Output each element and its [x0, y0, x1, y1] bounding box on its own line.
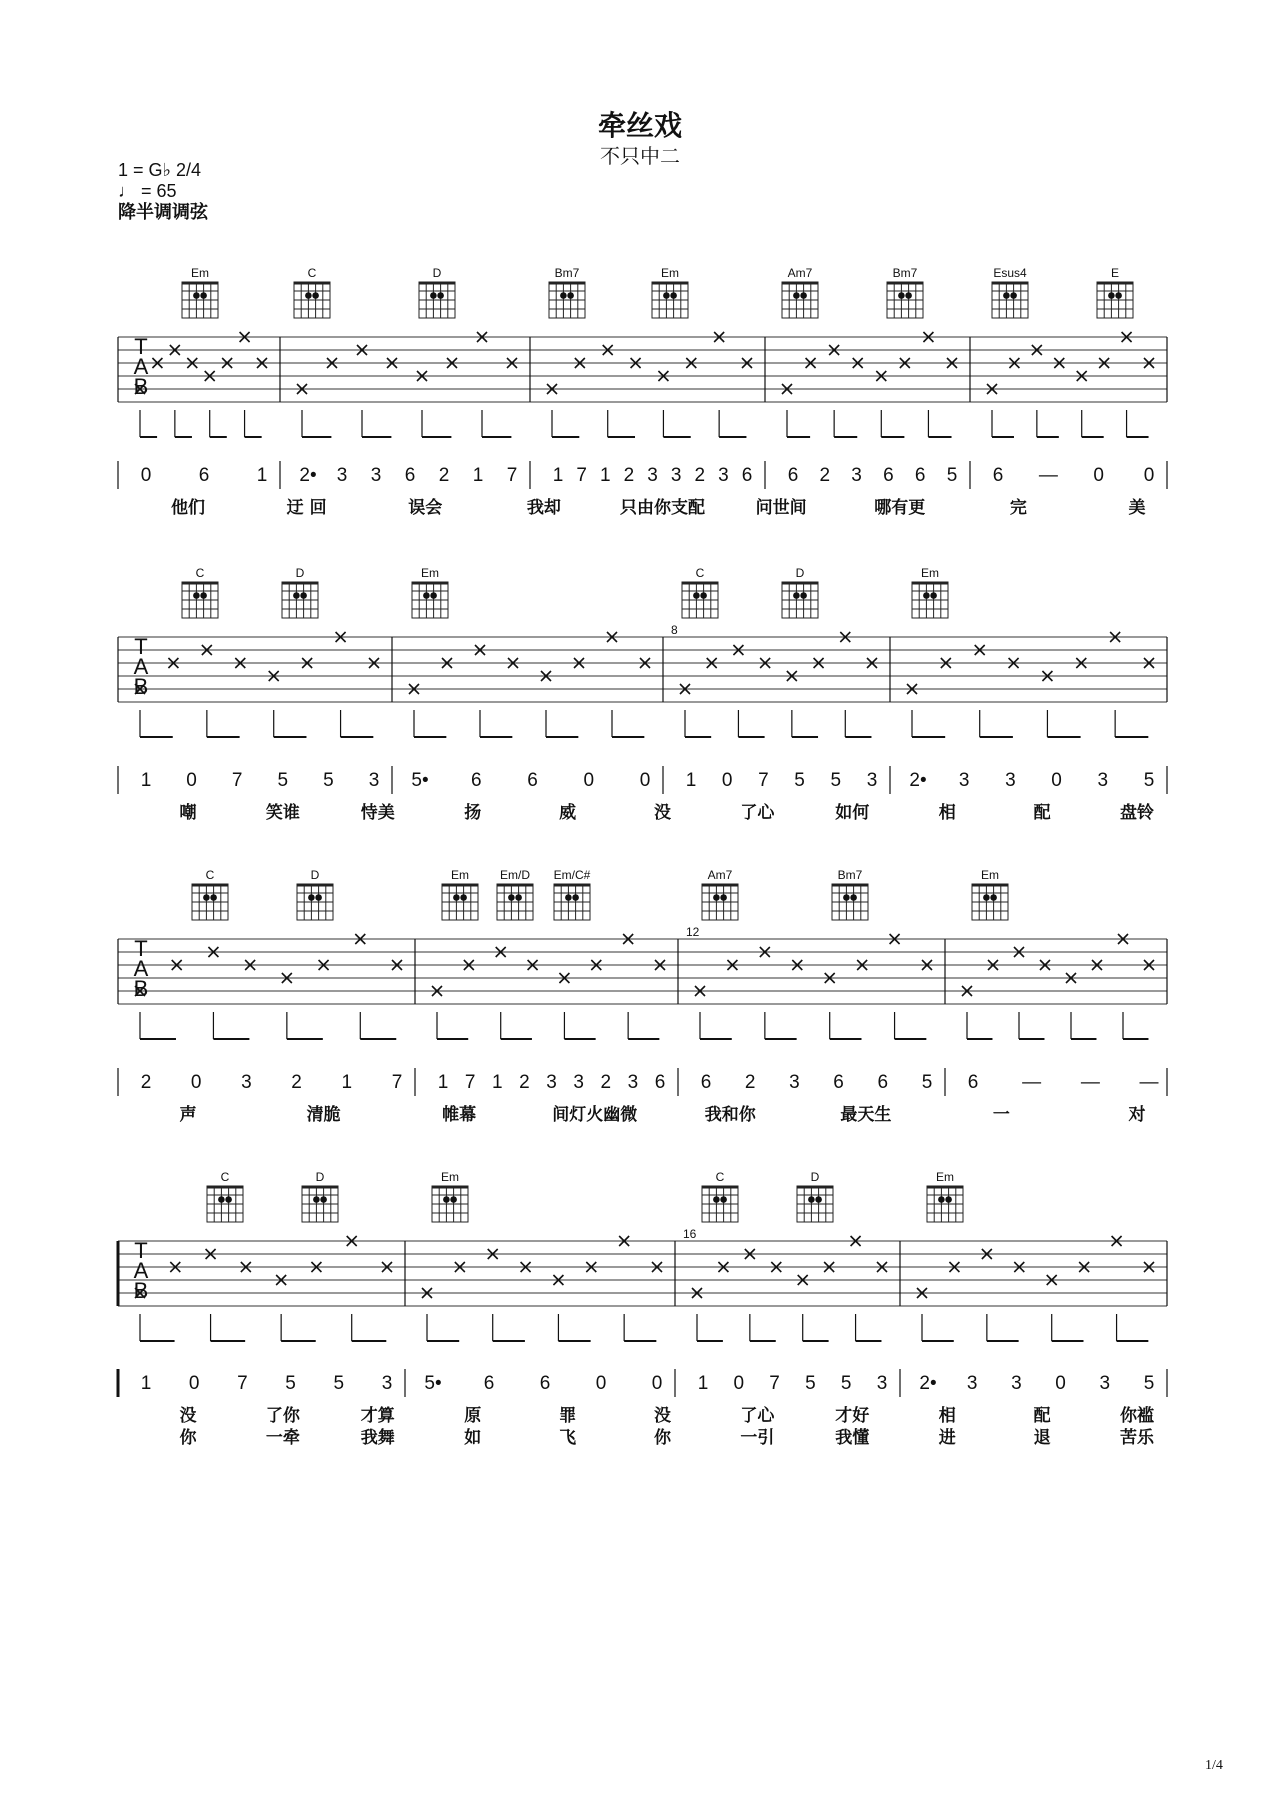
- jianpu-note: 5: [805, 1373, 816, 1394]
- jianpu-note: —: [1080, 1072, 1100, 1093]
- chord-finger-dot: [437, 292, 444, 299]
- jianpu-note: 6: [198, 465, 210, 486]
- jianpu-note: 5: [840, 1373, 852, 1394]
- chord-finger-dot: [200, 292, 207, 299]
- tab-clef-letter: A: [133, 956, 149, 981]
- chord-finger-dot: [193, 592, 200, 599]
- jianpu-note: 3: [370, 465, 382, 486]
- lyric-line-1: 帷幕: [442, 1105, 477, 1125]
- chord-finger-dot: [983, 894, 990, 901]
- tab-clef-letter: T: [134, 634, 148, 659]
- chord-finger-dot: [713, 894, 720, 901]
- chord-name: D: [315, 1170, 325, 1184]
- chord-finger-dot: [572, 894, 579, 901]
- jianpu-note: 2: [744, 1072, 756, 1093]
- jianpu-note: 0: [595, 1373, 607, 1394]
- jianpu-note: 5: [333, 1373, 345, 1394]
- lyric-line-1: 我却: [526, 498, 561, 518]
- jianpu-note: 1: [685, 770, 697, 791]
- song-title: 牵丝戏: [597, 109, 682, 142]
- chord-finger-dot: [1115, 292, 1122, 299]
- jianpu-note: 3: [627, 1072, 639, 1093]
- tab-clef-letter: T: [134, 936, 148, 961]
- jianpu-note: 5: [323, 770, 334, 791]
- tempo-marking: ♩ = 65: [118, 181, 177, 201]
- chord-name: C: [220, 1170, 230, 1184]
- tab-clef-letter: T: [134, 1238, 148, 1263]
- jianpu-note: —: [1022, 1072, 1042, 1093]
- lyric-line-1: 如何: [835, 803, 870, 823]
- chord-finger-dot: [938, 1196, 945, 1203]
- measure-number: 12: [686, 925, 700, 939]
- jianpu-note: 0: [1055, 1373, 1066, 1394]
- jianpu-note: 0: [639, 770, 651, 791]
- chord-name: D: [295, 566, 305, 580]
- lyric-line-1: 他们: [171, 498, 205, 518]
- jianpu-note: 7: [769, 1373, 780, 1394]
- chord-finger-dot: [693, 592, 700, 599]
- jianpu-note: 1: [491, 1072, 503, 1093]
- jianpu-note: 5: [946, 465, 958, 486]
- chord-name: Bm7: [892, 266, 918, 280]
- jianpu-note: 1: [140, 1373, 152, 1394]
- chord-finger-dot: [293, 592, 300, 599]
- lyric-line-2: 如: [464, 1428, 482, 1448]
- jianpu-note: 2•: [299, 465, 317, 486]
- chord-name: Em: [981, 868, 999, 882]
- jianpu-note: 6: [741, 465, 753, 486]
- jianpu-note: 3: [241, 1072, 252, 1093]
- lyric-line-1: 才好: [835, 1406, 870, 1426]
- lyric-line-1: 威: [559, 803, 577, 823]
- lyric-line-2: 一引: [740, 1428, 775, 1448]
- jianpu-note: 2: [819, 465, 831, 486]
- jianpu-note: 2: [623, 465, 635, 486]
- jianpu-note: 6: [833, 1072, 844, 1093]
- lyric-line-1: 相: [938, 803, 956, 823]
- jianpu-note: 3: [966, 1373, 978, 1394]
- jianpu-note: 1: [472, 465, 484, 486]
- chord-finger-dot: [430, 592, 437, 599]
- lyric-line-1: 你褴: [1120, 1406, 1154, 1426]
- chord-name: Em: [936, 1170, 954, 1184]
- jianpu-note: 3: [573, 1072, 584, 1093]
- jianpu-note: 6: [883, 465, 894, 486]
- jianpu-note: 6: [914, 465, 926, 486]
- chord-finger-dot: [565, 894, 572, 901]
- lyric-line-1: 哪有更: [874, 498, 926, 518]
- jianpu-note: 3: [336, 465, 348, 486]
- chord-finger-dot: [508, 894, 515, 901]
- jianpu-note: 3: [1011, 1373, 1022, 1394]
- chord-finger-dot: [923, 592, 930, 599]
- song-artist: 不只中二: [600, 144, 680, 168]
- chord-finger-dot: [898, 292, 905, 299]
- chord-name: D: [432, 266, 442, 280]
- jianpu-note: 2: [140, 1072, 152, 1093]
- chord-name: D: [795, 566, 805, 580]
- chord-name: Am7: [707, 868, 733, 882]
- chord-finger-dot: [200, 592, 207, 599]
- lyric-line-1: 嘲: [179, 803, 197, 823]
- page-number: 1/4: [1205, 1758, 1223, 1773]
- jianpu-note: 3: [1005, 770, 1016, 791]
- jianpu-note: 5: [285, 1373, 296, 1394]
- chord-finger-dot: [800, 592, 807, 599]
- chord-name: Em: [191, 266, 209, 280]
- jianpu-note: 7: [758, 770, 769, 791]
- chord-finger-dot: [815, 1196, 822, 1203]
- lyric-line-1: 盘铃: [1120, 803, 1154, 823]
- lyric-line-1: 问世间: [755, 498, 807, 518]
- jianpu-note: 5: [830, 770, 842, 791]
- lyric-line-1: 只由你支配: [620, 498, 705, 518]
- lyric-line-1: 间灯火幽微: [552, 1105, 638, 1125]
- tab-clef-letter: B: [133, 674, 149, 699]
- chord-finger-dot: [218, 1196, 225, 1203]
- chord-finger-dot: [210, 894, 217, 901]
- jianpu-note: 6: [992, 465, 1004, 486]
- chord-finger-dot: [567, 292, 574, 299]
- chord-finger-dot: [300, 592, 307, 599]
- tuning-note: 降半调调弦: [118, 202, 208, 223]
- chord-name: Bm7: [837, 868, 863, 882]
- lyric-line-1: 没: [654, 803, 671, 823]
- chord-finger-dot: [905, 292, 912, 299]
- lyric-line-1: 相: [938, 1406, 956, 1426]
- jianpu-note: —: [1038, 465, 1058, 486]
- jianpu-note: 1: [552, 465, 564, 486]
- key-signature: 1 = G♭ 2/4: [118, 160, 202, 180]
- jianpu-note: 0: [1051, 770, 1062, 791]
- lyric-line-1: 了心: [740, 803, 775, 823]
- chord-name: E: [1110, 266, 1120, 280]
- chord-finger-dot: [663, 292, 670, 299]
- lyric-line-2: 一牵: [265, 1428, 300, 1448]
- chord-finger-dot: [430, 292, 437, 299]
- lyric-line-2: 我舞: [360, 1428, 395, 1448]
- chord-finger-dot: [320, 1196, 327, 1203]
- lyric-line-1: 了心: [740, 1406, 775, 1426]
- lyric-line-1: 没: [654, 1406, 671, 1426]
- jianpu-note: 6: [483, 1373, 495, 1394]
- chord-name: D: [810, 1170, 820, 1184]
- lyric-line-1: 最天生: [840, 1105, 892, 1125]
- chord-name: C: [715, 1170, 725, 1184]
- jianpu-note: 3: [876, 1373, 888, 1394]
- tab-clef-letter: B: [133, 976, 149, 1001]
- chord-finger-dot: [793, 592, 800, 599]
- jianpu-note: 5: [1143, 770, 1155, 791]
- jianpu-note: 0: [188, 1373, 200, 1394]
- lyric-line-1: 笑谁: [265, 803, 300, 823]
- chord-finger-dot: [945, 1196, 952, 1203]
- chord-finger-dot: [700, 592, 707, 599]
- lyric-line-1: 才算: [360, 1406, 395, 1426]
- chord-finger-dot: [720, 1196, 727, 1203]
- chord-name: C: [195, 566, 205, 580]
- chord-name: C: [205, 868, 215, 882]
- jianpu-note: 7: [231, 770, 243, 791]
- jianpu-note: 6: [654, 1072, 666, 1093]
- lyric-line-1: 了你: [265, 1406, 300, 1426]
- jianpu-note: 2: [694, 465, 706, 486]
- chord-name: Em: [661, 266, 679, 280]
- jianpu-note: 3: [718, 465, 729, 486]
- chord-name: Am7: [787, 266, 813, 280]
- chord-finger-dot: [203, 894, 210, 901]
- jianpu-note: 2: [291, 1072, 302, 1093]
- jianpu-note: 5: [277, 770, 289, 791]
- lyric-line-2: 你: [179, 1428, 197, 1448]
- chord-name: Em/D: [500, 868, 530, 882]
- lyric-line-1: 罪: [559, 1406, 577, 1426]
- chord-finger-dot: [423, 592, 430, 599]
- chord-finger-dot: [1003, 292, 1010, 299]
- jianpu-note: 0: [186, 770, 197, 791]
- lyric-line-1: 完: [1009, 498, 1027, 518]
- chord-finger-dot: [1010, 292, 1017, 299]
- jianpu-note: 7: [576, 465, 587, 486]
- lyric-line-1: 对: [1128, 1105, 1146, 1125]
- jianpu-note: 3: [368, 770, 380, 791]
- jianpu-note: 3: [381, 1373, 393, 1394]
- chord-finger-dot: [670, 292, 677, 299]
- lyric-line-1: 配: [1033, 803, 1051, 823]
- jianpu-note: 0: [1093, 465, 1104, 486]
- jianpu-note: 0: [190, 1072, 202, 1093]
- chord-name: Bm7: [554, 266, 580, 280]
- jianpu-note: 5: [1143, 1373, 1155, 1394]
- jianpu-note: 6: [527, 770, 538, 791]
- chord-finger-dot: [843, 894, 850, 901]
- lyric-line-2: 苦乐: [1120, 1428, 1154, 1448]
- chord-finger-dot: [930, 592, 937, 599]
- jianpu-note: 5•: [424, 1373, 442, 1394]
- lyric-line-1: 美: [1128, 498, 1146, 518]
- chord-name: C: [307, 266, 317, 280]
- chord-finger-dot: [453, 894, 460, 901]
- chord-name: C: [695, 566, 705, 580]
- jianpu-note: 2•: [919, 1373, 937, 1394]
- lyric-line-2: 你: [654, 1428, 671, 1448]
- jianpu-note: 3: [1097, 770, 1109, 791]
- jianpu-note: 7: [506, 465, 518, 486]
- chord-finger-dot: [720, 894, 727, 901]
- lyric-line-1: 声: [179, 1105, 197, 1125]
- chord-name: Em: [441, 1170, 459, 1184]
- lyric-line-2: 进: [938, 1428, 956, 1448]
- tab-clef-letter: A: [133, 1258, 149, 1283]
- tab-clef-letter: T: [134, 334, 148, 359]
- lyric-line-1: 原: [464, 1406, 482, 1426]
- chord-finger-dot: [315, 894, 322, 901]
- chord-finger-dot: [793, 292, 800, 299]
- chord-finger-dot: [313, 1196, 320, 1203]
- tab-clef-letter: A: [133, 354, 149, 379]
- jianpu-note: 0: [1143, 465, 1155, 486]
- jianpu-note: 6: [877, 1072, 889, 1093]
- measure-number: 16: [683, 1227, 697, 1241]
- jianpu-note: 0: [651, 1373, 663, 1394]
- chord-name: D: [310, 868, 320, 882]
- chord-finger-dot: [305, 292, 312, 299]
- jianpu-note: 1: [437, 1072, 449, 1093]
- jianpu-note: 6: [787, 465, 799, 486]
- jianpu-note: 3: [866, 770, 878, 791]
- jianpu-note: 6: [539, 1373, 551, 1394]
- chord-name: Em: [421, 566, 439, 580]
- lyric-line-1: 没: [179, 1406, 197, 1426]
- lyric-line-1: 恃美: [360, 803, 395, 823]
- lyric-line-1: 误会: [408, 498, 443, 518]
- lyric-line-1: 我和你: [704, 1105, 756, 1125]
- lyric-line-2: 退: [1033, 1428, 1051, 1448]
- lyric-line-1: 迂 回: [286, 498, 327, 518]
- chord-name: Em/C#: [553, 868, 591, 882]
- jianpu-note: 3: [789, 1072, 800, 1093]
- jianpu-note: 0: [583, 770, 595, 791]
- jianpu-note: 7: [237, 1373, 248, 1394]
- jianpu-note: 3: [546, 1072, 557, 1093]
- jianpu-note: 2: [438, 465, 450, 486]
- jianpu-note: 6: [700, 1072, 712, 1093]
- chord-finger-dot: [560, 292, 567, 299]
- chord-finger-dot: [443, 1196, 450, 1203]
- jianpu-note: 2: [519, 1072, 530, 1093]
- chord-finger-dot: [800, 292, 807, 299]
- chord-finger-dot: [308, 894, 315, 901]
- lyric-line-1: 一: [992, 1105, 1010, 1125]
- jianpu-note: 6: [967, 1072, 979, 1093]
- measure-number: 8: [671, 623, 678, 637]
- chord-name: Esus4: [993, 266, 1027, 280]
- tab-clef-letter: B: [133, 374, 149, 399]
- jianpu-note: 3: [958, 770, 970, 791]
- tab-clef-letter: B: [133, 1278, 149, 1303]
- jianpu-note: 3: [1099, 1373, 1111, 1394]
- chord-finger-dot: [460, 894, 467, 901]
- jianpu-note: 1: [140, 770, 152, 791]
- jianpu-note: 6: [470, 770, 482, 791]
- chord-finger-dot: [193, 292, 200, 299]
- chord-finger-dot: [808, 1196, 815, 1203]
- jianpu-note: 2•: [909, 770, 927, 791]
- jianpu-note: 7: [391, 1072, 403, 1093]
- jianpu-note: 3: [851, 465, 862, 486]
- jianpu-note: 3: [670, 465, 682, 486]
- chord-finger-dot: [990, 894, 997, 901]
- jianpu-note: 7: [464, 1072, 476, 1093]
- lyric-line-1: 配: [1033, 1406, 1051, 1426]
- chord-finger-dot: [515, 894, 522, 901]
- lyric-line-1: 扬: [464, 803, 482, 823]
- jianpu-note: 0: [140, 465, 152, 486]
- chord-finger-dot: [850, 894, 857, 901]
- jianpu-note: 0: [721, 770, 733, 791]
- chord-finger-dot: [713, 1196, 720, 1203]
- jianpu-note: 1: [256, 465, 268, 486]
- jianpu-note: —: [1139, 1072, 1159, 1093]
- chord-finger-dot: [225, 1196, 232, 1203]
- lyric-line-2: 我懂: [835, 1428, 870, 1448]
- chord-name: Em: [451, 868, 469, 882]
- jianpu-note: 0: [733, 1373, 745, 1394]
- tab-clef-letter: A: [133, 654, 149, 679]
- jianpu-note: 5: [921, 1072, 933, 1093]
- chord-finger-dot: [312, 292, 319, 299]
- jianpu-note: 1: [697, 1373, 709, 1394]
- jianpu-note: 3: [647, 465, 658, 486]
- chord-name: Em: [921, 566, 939, 580]
- lyric-line-1: 清脆: [306, 1105, 341, 1125]
- jianpu-note: 1: [599, 465, 611, 486]
- jianpu-note: 6: [404, 465, 416, 486]
- chord-finger-dot: [450, 1196, 457, 1203]
- jianpu-note: 5•: [411, 770, 429, 791]
- jianpu-note: 5: [794, 770, 805, 791]
- lyric-line-2: 飞: [559, 1428, 577, 1448]
- jianpu-note: 1: [341, 1072, 353, 1093]
- jianpu-note: 2: [600, 1072, 612, 1093]
- chord-finger-dot: [1108, 292, 1115, 299]
